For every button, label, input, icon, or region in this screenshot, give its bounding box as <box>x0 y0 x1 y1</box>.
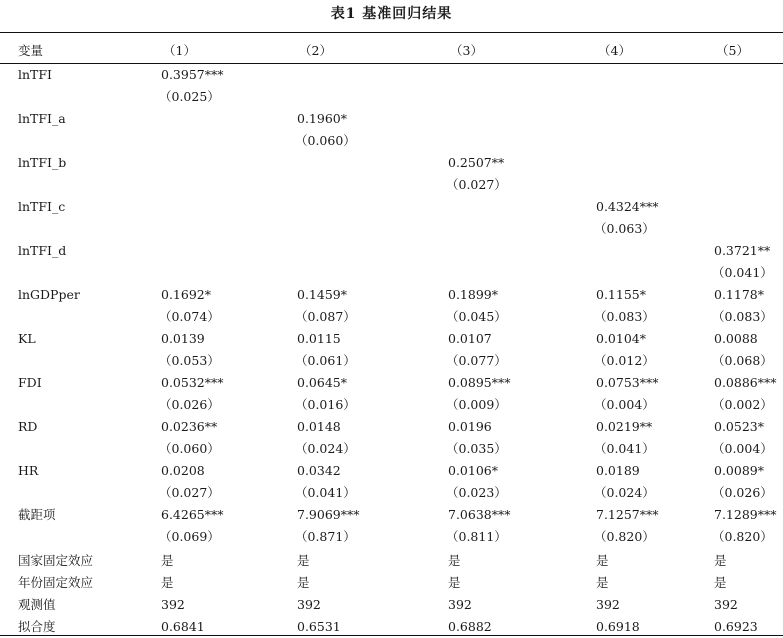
row-label: lnTFI_d <box>18 243 67 258</box>
stat-value-cell: 392 <box>596 597 620 612</box>
top-rule <box>0 32 783 33</box>
std-error-cell: （0.820） <box>594 529 655 544</box>
std-error-cell: （0.083） <box>594 309 655 324</box>
coefficient-cell: 0.0219** <box>596 419 653 434</box>
header-column-4: （4） <box>598 43 631 58</box>
row-label: FDI <box>18 375 42 390</box>
std-error-cell: （0.024） <box>594 485 655 500</box>
stat-value-cell: 是 <box>596 575 609 590</box>
std-error-cell: （0.002） <box>712 397 773 412</box>
coefficient-cell: 7.1289*** <box>714 507 777 522</box>
std-error-cell: （0.060） <box>159 441 220 456</box>
std-error-cell: （0.060） <box>295 133 356 148</box>
coefficient-cell: 0.0208 <box>161 463 205 478</box>
std-error-cell: （0.012） <box>594 353 655 368</box>
std-error-cell: （0.053） <box>159 353 220 368</box>
stat-value-cell: 0.6841 <box>161 619 205 634</box>
std-error-cell: （0.083） <box>712 309 773 324</box>
std-error-cell: （0.025） <box>159 89 220 104</box>
coefficient-cell: 0.0106* <box>448 463 498 478</box>
stat-label: 观测值 <box>18 597 56 612</box>
header-column-2: （2） <box>299 43 332 58</box>
coefficient-cell: 0.3721** <box>714 243 771 258</box>
std-error-cell: （0.004） <box>594 397 655 412</box>
std-error-cell: （0.871） <box>295 529 356 544</box>
std-error-cell: （0.061） <box>295 353 356 368</box>
coefficient-cell: 0.0139 <box>161 331 205 346</box>
stat-label: 年份固定效应 <box>18 575 94 590</box>
header-column-5: （5） <box>716 43 749 58</box>
row-label: lnTFI_c <box>18 199 66 214</box>
stat-value-cell: 是 <box>596 553 609 568</box>
coefficient-cell: 0.0753*** <box>596 375 659 390</box>
coefficient-cell: 0.0196 <box>448 419 492 434</box>
stat-value-cell: 是 <box>297 575 310 590</box>
stat-value-cell: 是 <box>714 553 727 568</box>
coefficient-cell: 0.0895*** <box>448 375 511 390</box>
std-error-cell: （0.068） <box>712 353 773 368</box>
std-error-cell: （0.026） <box>712 485 773 500</box>
coefficient-cell: 0.0107 <box>448 331 492 346</box>
stat-value-cell: 是 <box>161 553 174 568</box>
std-error-cell: （0.820） <box>712 529 773 544</box>
std-error-cell: （0.045） <box>446 309 507 324</box>
std-error-cell: （0.041） <box>594 441 655 456</box>
stat-value-cell: 392 <box>297 597 321 612</box>
stat-value-cell: 是 <box>161 575 174 590</box>
stat-label: 国家固定效应 <box>18 553 94 568</box>
coefficient-cell: 7.0638*** <box>448 507 511 522</box>
coefficient-cell: 0.1960* <box>297 111 347 126</box>
coefficient-cell: 7.1257*** <box>596 507 659 522</box>
row-label: RD <box>18 419 38 434</box>
stat-value-cell: 0.6918 <box>596 619 640 634</box>
stat-value-cell: 0.6923 <box>714 619 758 634</box>
coefficient-cell: 0.1459* <box>297 287 347 302</box>
coefficient-cell: 0.1178* <box>714 287 764 302</box>
std-error-cell: （0.023） <box>446 485 507 500</box>
coefficient-cell: 7.9069*** <box>297 507 360 522</box>
std-error-cell: （0.087） <box>295 309 356 324</box>
stat-value-cell: 392 <box>161 597 185 612</box>
coefficient-cell: 0.0236** <box>161 419 218 434</box>
coefficient-cell: 0.0342 <box>297 463 341 478</box>
coefficient-cell: 0.3957*** <box>161 67 224 82</box>
header-column-3: （3） <box>450 43 483 58</box>
header-rule <box>0 63 783 64</box>
std-error-cell: （0.016） <box>295 397 356 412</box>
std-error-cell: （0.063） <box>594 221 655 236</box>
header-column-1: （1） <box>163 43 196 58</box>
row-label: 截距项 <box>18 507 56 522</box>
coefficient-cell: 0.4324*** <box>596 199 659 214</box>
stat-value-cell: 是 <box>448 553 461 568</box>
coefficient-cell: 0.0886*** <box>714 375 777 390</box>
row-label: HR <box>18 463 39 478</box>
std-error-cell: （0.811） <box>446 529 507 544</box>
std-error-cell: （0.009） <box>446 397 507 412</box>
row-label: lnTFI_a <box>18 111 66 126</box>
coefficient-cell: 0.0645* <box>297 375 347 390</box>
coefficient-cell: 0.1899* <box>448 287 498 302</box>
bottom-rule <box>0 635 783 636</box>
stat-value-cell: 是 <box>448 575 461 590</box>
std-error-cell: （0.074） <box>159 309 220 324</box>
coefficient-cell: 0.0089* <box>714 463 764 478</box>
coefficient-cell: 0.1692* <box>161 287 211 302</box>
coefficient-cell: 0.0104* <box>596 331 646 346</box>
coefficient-cell: 0.1155* <box>596 287 646 302</box>
stat-value-cell: 392 <box>448 597 472 612</box>
std-error-cell: （0.026） <box>159 397 220 412</box>
stat-value-cell: 392 <box>714 597 738 612</box>
std-error-cell: （0.024） <box>295 441 356 456</box>
std-error-cell: （0.004） <box>712 441 773 456</box>
std-error-cell: （0.027） <box>446 177 507 192</box>
stat-value-cell: 0.6531 <box>297 619 341 634</box>
stat-value-cell: 是 <box>297 553 310 568</box>
std-error-cell: （0.035） <box>446 441 507 456</box>
table-title: 表1 基准回归结果 <box>330 6 453 22</box>
stat-label: 拟合度 <box>18 619 56 634</box>
coefficient-cell: 0.0115 <box>297 331 341 346</box>
row-label: KL <box>18 331 36 346</box>
row-label: lnGDPper <box>18 287 80 302</box>
coefficient-cell: 0.0532*** <box>161 375 224 390</box>
row-label: lnTFI <box>18 67 52 82</box>
stat-value-cell: 是 <box>714 575 727 590</box>
coefficient-cell: 0.0189 <box>596 463 640 478</box>
coefficient-cell: 6.4265*** <box>161 507 224 522</box>
std-error-cell: （0.077） <box>446 353 507 368</box>
std-error-cell: （0.041） <box>712 265 773 280</box>
std-error-cell: （0.027） <box>159 485 220 500</box>
coefficient-cell: 0.0148 <box>297 419 341 434</box>
coefficient-cell: 0.0088 <box>714 331 758 346</box>
std-error-cell: （0.041） <box>295 485 356 500</box>
stat-value-cell: 0.6882 <box>448 619 492 634</box>
row-label: lnTFI_b <box>18 155 67 170</box>
coefficient-cell: 0.2507** <box>448 155 505 170</box>
header-variable-label: 变量 <box>18 43 44 58</box>
coefficient-cell: 0.0523* <box>714 419 764 434</box>
std-error-cell: （0.069） <box>159 529 220 544</box>
